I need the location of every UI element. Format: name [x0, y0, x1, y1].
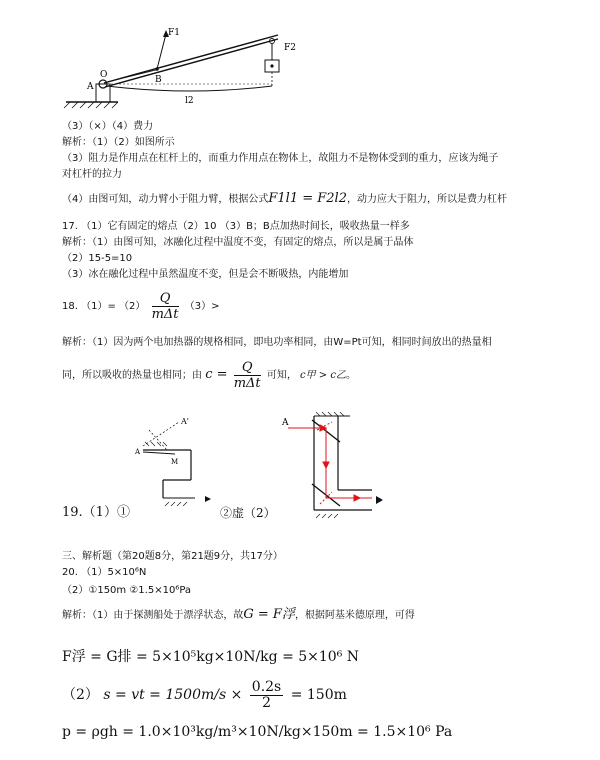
expl-label: 解析：: [62, 137, 92, 148]
equation-buoyancy: F浮 = G排 = 5×10⁵kg×10N/kg = 5×10⁶ N: [62, 649, 360, 665]
q19-label: 19.（1）①: [62, 505, 130, 520]
lever-figure: [60, 22, 300, 112]
fig1-label-a-prime: A': [181, 417, 189, 426]
distance-fraction: $\frac{0.2s}{2}$: [251, 678, 282, 711]
q20-part1: 20. （1）5×10⁶N: [62, 567, 147, 578]
fig1-label-m: M: [171, 458, 179, 466]
q20-part2: （2）①150m ②1.5×10⁶Pa: [62, 585, 192, 596]
formula-lever: F1l1 = F2l2: [268, 191, 347, 206]
label-o: O: [100, 70, 108, 80]
label-b: B: [155, 75, 162, 85]
q18-expl-fraction: $\frac{Q}{\text{mΔt}}$: [233, 359, 261, 391]
q16-expl-4: （4）由图可知，动力臂小于阻力臂，根据公式F1l1 = F2l2，动力应大于阻力，所以是费力杠杆: [62, 191, 507, 206]
fig2-label-a: A: [282, 418, 289, 428]
q18-expl-b: 同，所以吸收的热量也相同；由 c = $\frac{Q}{\text{mΔt}}$ 可知， c甲 > c乙。: [62, 359, 356, 391]
equation-pressure: p = ρgh = 1.0×10³kg/m³×10N/kg×150m = 1.5×10⁶ Pa: [62, 724, 453, 740]
q18-expl-a: 解析：（1）因为两个电加热器的规格相同，即电功率相同，由W=Pt可知，相同时间放出的热量相: [62, 337, 492, 348]
q19-mid: ②虚（2）: [220, 506, 276, 520]
q17-expl-3: （3）冰在融化过程中虽然温度不变，但是会不断吸热，内能增加: [62, 269, 349, 280]
fig1-label-a: A: [135, 448, 141, 456]
q18-answer: 18. （1）= （2） $\frac{Q}{\text{mΔt}}$ （3）>: [62, 290, 220, 322]
mirror-figure-2: [280, 410, 390, 520]
q16-expl-3b: 对杠杆的拉力: [62, 169, 122, 180]
q17-expl-1: 解析：（1）由图可知，冰融化过程中温度不变，有固定的熔点，所以是属于晶体: [62, 237, 414, 248]
label-f2: F2: [284, 43, 296, 53]
q18-fraction: $\frac{Q}{\text{mΔt}}$: [151, 290, 179, 322]
q20-expl: 解析：（1）由于探测船处于漂浮状态，故G = F浮，根据阿基米德原理，可得: [62, 607, 415, 622]
label-f1: F1: [168, 28, 180, 38]
label-l2: l2: [185, 96, 194, 106]
q16-answer: （3）（×）（4）费力: [62, 121, 154, 132]
mirror-figure-1: [135, 410, 215, 510]
q16-expl-3a: （3）阻力是作用点在杠杆上的，而重力作用点在物体上，故阻力不是物体受到的重力，应该为绳子: [62, 153, 499, 164]
section3-heading: 三、解析题（第20题8分，第21题9分，共17分）: [62, 551, 283, 562]
q17-answer: 17. （1）它有固定的熔点（2）10 （3）B；B点加热时间长，吸收热量一样多: [62, 221, 410, 232]
label-a: A: [87, 82, 94, 92]
q16-expl-1: 解析：（1）（2）如图所示: [62, 137, 175, 148]
q17-expl-2: （2）15-5=10: [62, 253, 133, 264]
equation-distance: （2） s = vt = 1500m/s × $\frac{0.2s}{2}$ = 150m: [62, 678, 347, 711]
